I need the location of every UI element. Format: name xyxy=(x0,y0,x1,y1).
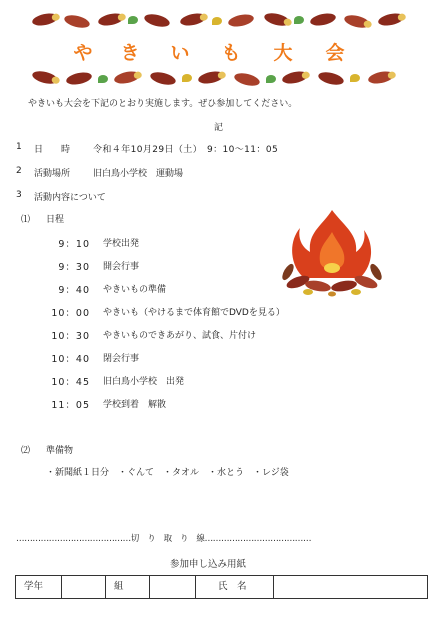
sub1-label: 日程 xyxy=(46,215,65,225)
sub2-number: ⑵ xyxy=(21,446,31,456)
schedule-time: 10：30 xyxy=(51,331,90,342)
grade-label: 学年 xyxy=(16,576,62,598)
title-char: 会 xyxy=(325,42,345,64)
form-title: 参加申し込み用紙 xyxy=(170,559,247,570)
schedule-text: やきいものできあがり、試食、片付け xyxy=(103,331,257,341)
schedule-text: 学校出発 xyxy=(103,239,140,249)
sub1-number: ⑴ xyxy=(21,215,31,225)
top-potato-border xyxy=(28,10,420,32)
class-field[interactable] xyxy=(150,576,196,598)
title-char: き xyxy=(120,42,140,64)
item1-value: 令和４年10月29日（土） 9：10〜11：05 xyxy=(93,145,279,155)
schedule-text: 開会行事 xyxy=(103,262,140,272)
name-label: 氏 名 xyxy=(196,576,274,598)
item3-label: 活動内容について xyxy=(34,193,106,203)
item3-number: 3 xyxy=(16,190,22,200)
schedule-time: 11：05 xyxy=(51,400,90,411)
item1-number: 1 xyxy=(16,142,22,152)
sub2-label: 準備物 xyxy=(46,446,74,456)
name-field[interactable] xyxy=(274,576,427,598)
schedule-time: 9：40 xyxy=(58,285,90,296)
item2-number: 2 xyxy=(16,166,22,176)
leaves-icon xyxy=(303,289,361,297)
schedule-time: 10：00 xyxy=(51,308,90,319)
item2-value: 旧白鳥小学校 運動場 xyxy=(93,169,184,179)
ember-core-icon xyxy=(324,263,340,273)
title-char: 大 xyxy=(273,42,293,64)
schedule-time: 9：30 xyxy=(58,262,90,273)
item2-label: 活動場所 xyxy=(34,169,71,179)
title-char: も xyxy=(221,42,241,64)
bonfire-illustration xyxy=(278,206,386,298)
title-char: い xyxy=(170,42,190,64)
class-label: 組 xyxy=(106,576,150,598)
schedule-text: やきいも（やけるまで体育館でDVDを見る） xyxy=(103,308,285,318)
schedule-text: やきいもの準備 xyxy=(103,285,167,295)
schedule-time: 10：40 xyxy=(51,354,90,365)
schedule-text: 学校到着 解散 xyxy=(103,400,167,410)
cut-line: ……………………………………切 り 取 り 線………………………………… xyxy=(16,534,312,544)
registration-form xyxy=(15,575,428,599)
title-char: や xyxy=(73,42,93,64)
schedule-time: 9：10 xyxy=(58,239,90,250)
items-to-bring: ・新聞紙１日分 ・ぐんて ・タオル ・水とう ・レジ袋 xyxy=(46,468,289,478)
schedule-text: 旧白鳥小学校 出発 xyxy=(103,377,185,387)
bottom-potato-border xyxy=(28,68,420,90)
schedule-text: 閉会行事 xyxy=(103,354,140,364)
grade-field[interactable] xyxy=(62,576,106,598)
ki-label: 記 xyxy=(214,123,224,133)
intro-text: やきいも大会を下記のとおり実施します。ぜひ参加してください。 xyxy=(28,99,298,109)
item1-label: 日 時 xyxy=(34,145,71,155)
schedule-time: 10：45 xyxy=(51,377,90,388)
